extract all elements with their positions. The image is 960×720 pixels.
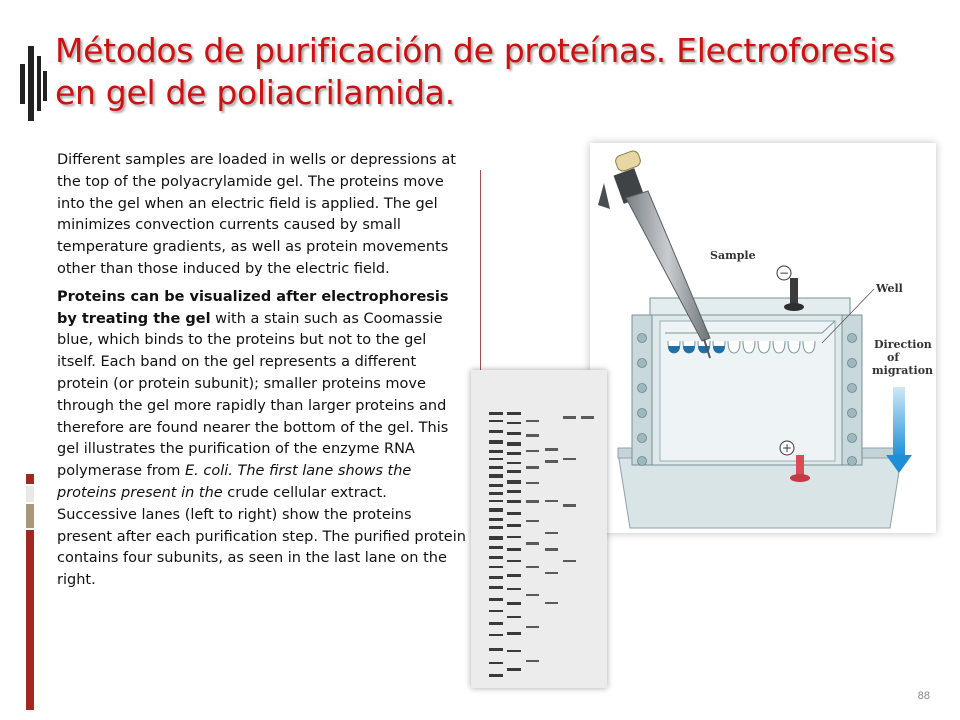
migration-arrow-icon	[886, 387, 912, 473]
electrophoresis-diagram-svg	[590, 143, 936, 533]
slide-title: Métodos de purificación de proteínas. Electroforesis en gel de poliacrilamida.	[55, 31, 895, 112]
well-label: Well	[876, 282, 903, 295]
page-number: 88	[917, 690, 930, 702]
direction-label: Direction of migration	[872, 338, 934, 377]
plus-label: +	[781, 441, 793, 455]
divider-line	[480, 170, 481, 370]
paragraph-2-text-a: with a stain such as Coomassie blue, which binds to the proteins but not to the gel itself. Each band on the gel represents a different protein (or protein subunit); smaller proteins move through the gel more rapidly than larger proteins and therefore are found nearer the bottom of the gel. This gel illustrates the purification of the enzyme RNA polymerase from	[57, 310, 449, 480]
body-text	[57, 150, 467, 598]
minus-label: −	[778, 266, 790, 280]
paragraph-2-italic: E. coli. The first lane shows the proteins present in the	[57, 463, 412, 501]
gel-photo	[471, 370, 607, 688]
electrophoresis-diagram	[590, 143, 936, 533]
paragraph-1: Different samples are loaded in wells or depressions at the top of the polyacrylamide gel. The proteins move into the gel when an electric field is applied. The gel minimizes convection currents caused by small temperature gradients, as well as protein movements other than those induced by the electric field.	[57, 152, 456, 277]
paragraph-2	[57, 287, 467, 592]
left-accent-bars	[26, 474, 34, 710]
gel-photo-svg	[471, 370, 607, 688]
paragraph-2-bold: Proteins can be visualized after electrophoresis by treating the gel	[57, 288, 449, 327]
title-decoration	[20, 46, 48, 121]
paragraph-2-text-b: crude cellular extract. Successive lanes (left to right) show the proteins present after each purification step. The purified protein contains four subunits, as seen in the last lane on the right.	[57, 484, 466, 589]
sample-label: Sample	[710, 249, 756, 262]
